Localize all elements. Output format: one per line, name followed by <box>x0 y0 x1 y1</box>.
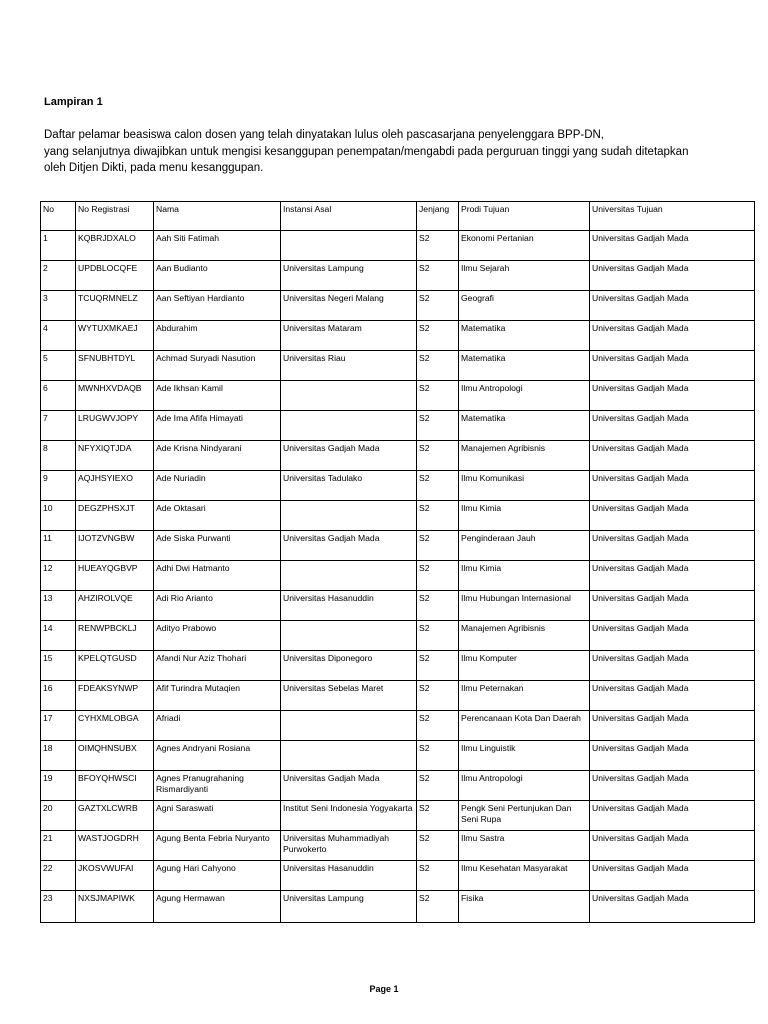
column-header-no: No <box>41 202 76 231</box>
table-row <box>41 621 755 651</box>
cell-origin-institution <box>281 381 417 411</box>
scholarship-applicant-table <box>40 201 755 923</box>
column-header-registration: No Registrasi <box>76 202 154 231</box>
cell-target-program: Geografi <box>459 291 590 321</box>
cell-no: 17 <box>41 711 76 741</box>
cell-name: Agni Saraswati <box>154 801 281 831</box>
cell-name: Adityo Prabowo <box>154 621 281 651</box>
cell-target-program: Ilmu Kimia <box>459 561 590 591</box>
cell-no: 3 <box>41 291 76 321</box>
cell-registration-number: AQJHSYIEXO <box>76 471 154 501</box>
cell-name: Ade Ikhsan Kamil <box>154 381 281 411</box>
cell-level: S2 <box>417 711 459 741</box>
cell-target-program: Penginderaan Jauh <box>459 531 590 561</box>
cell-target-program: Perencanaan Kota Dan Daerah <box>459 711 590 741</box>
cell-name: Aan Budianto <box>154 261 281 291</box>
cell-target-university: Universitas Gadjah Mada <box>590 591 755 621</box>
intro-line: yang selanjutnya diwajibkan untuk mengisi kesanggupan penempatan/mengabdi pada perguruan tinggi yang sudah ditetapkan <box>44 145 689 158</box>
cell-target-program: Ilmu Sejarah <box>459 261 590 291</box>
cell-target-program: Matematika <box>459 321 590 351</box>
cell-no: 8 <box>41 441 76 471</box>
cell-registration-number: CYHXMLOBGA <box>76 711 154 741</box>
cell-no: 11 <box>41 531 76 561</box>
cell-target-university: Universitas Gadjah Mada <box>590 561 755 591</box>
cell-name: Adhi Dwi Hatmanto <box>154 561 281 591</box>
cell-level: S2 <box>417 561 459 591</box>
cell-origin-institution: Universitas Gadjah Mada <box>281 441 417 471</box>
cell-registration-number: GAZTXLCWRB <box>76 801 154 831</box>
cell-target-university: Universitas Gadjah Mada <box>590 711 755 741</box>
table-row <box>41 351 755 381</box>
cell-name: Afif Turindra Mutaqien <box>154 681 281 711</box>
cell-name: Abdurahim <box>154 321 281 351</box>
cell-origin-institution: Universitas Diponegoro <box>281 651 417 681</box>
cell-registration-number: MWNHXVDAQB <box>76 381 154 411</box>
cell-registration-number: KQBRJDXALO <box>76 231 154 261</box>
cell-registration-number: AHZIROLVQE <box>76 591 154 621</box>
cell-target-university: Universitas Gadjah Mada <box>590 741 755 771</box>
cell-registration-number: SFNUBHTDYL <box>76 351 154 381</box>
cell-registration-number: NFYXIQTJDA <box>76 441 154 471</box>
cell-target-university: Universitas Gadjah Mada <box>590 291 755 321</box>
column-header-target-program: Prodi Tujuan <box>459 202 590 231</box>
cell-target-program: Ilmu Komunikasi <box>459 471 590 501</box>
cell-name: Ade Oktasari <box>154 501 281 531</box>
cell-level: S2 <box>417 441 459 471</box>
cell-registration-number: FDEAKSYNWP <box>76 681 154 711</box>
cell-origin-institution: Institut Seni Indonesia Yogyakarta <box>281 801 417 831</box>
cell-target-program: Ilmu Komputer <box>459 651 590 681</box>
cell-level: S2 <box>417 801 459 831</box>
cell-target-program: Manajemen Agribisnis <box>459 441 590 471</box>
cell-origin-institution: Universitas Gadjah Mada <box>281 771 417 801</box>
cell-level: S2 <box>417 531 459 561</box>
cell-level: S2 <box>417 621 459 651</box>
cell-no: 23 <box>41 891 76 923</box>
cell-target-university: Universitas Gadjah Mada <box>590 471 755 501</box>
cell-target-program: Ilmu Kimia <box>459 501 590 531</box>
cell-target-university: Universitas Gadjah Mada <box>590 261 755 291</box>
cell-level: S2 <box>417 861 459 891</box>
cell-target-university: Universitas Gadjah Mada <box>590 231 755 261</box>
cell-name: Ade Nuriadin <box>154 471 281 501</box>
intro-paragraph <box>44 127 744 177</box>
column-header-name: Nama <box>154 202 281 231</box>
cell-target-program: Matematika <box>459 411 590 441</box>
cell-no: 15 <box>41 651 76 681</box>
cell-origin-institution: Universitas Mataram <box>281 321 417 351</box>
cell-no: 20 <box>41 801 76 831</box>
table-row <box>41 261 755 291</box>
cell-target-program: Ilmu Hubungan Internasional <box>459 591 590 621</box>
cell-no: 19 <box>41 771 76 801</box>
cell-registration-number: NXSJMAPIWK <box>76 891 154 923</box>
cell-level: S2 <box>417 231 459 261</box>
cell-target-university: Universitas Gadjah Mada <box>590 381 755 411</box>
table-row <box>41 291 755 321</box>
cell-target-program: Ilmu Sastra <box>459 831 590 861</box>
cell-name: Agung Hermawan <box>154 891 281 923</box>
cell-target-program: Pengk Seni Pertunjukan Dan Seni Rupa <box>459 801 590 831</box>
cell-origin-institution: Universitas Lampung <box>281 891 417 923</box>
cell-target-university: Universitas Gadjah Mada <box>590 831 755 861</box>
cell-name: Agung Hari Cahyono <box>154 861 281 891</box>
cell-level: S2 <box>417 771 459 801</box>
column-header-origin-institution: Instansi Asal <box>281 202 417 231</box>
cell-origin-institution: Universitas Negeri Malang <box>281 291 417 321</box>
cell-level: S2 <box>417 651 459 681</box>
cell-no: 9 <box>41 471 76 501</box>
cell-level: S2 <box>417 741 459 771</box>
cell-origin-institution: Universitas Lampung <box>281 261 417 291</box>
cell-level: S2 <box>417 411 459 441</box>
cell-level: S2 <box>417 891 459 923</box>
table-row <box>41 771 755 801</box>
cell-no: 12 <box>41 561 76 591</box>
cell-no: 1 <box>41 231 76 261</box>
table-row <box>41 501 755 531</box>
table-row <box>41 531 755 561</box>
cell-registration-number: KPELQTGUSD <box>76 651 154 681</box>
cell-target-university: Universitas Gadjah Mada <box>590 891 755 923</box>
table-row <box>41 411 755 441</box>
cell-origin-institution: Universitas Gadjah Mada <box>281 531 417 561</box>
cell-origin-institution: Universitas Sebelas Maret <box>281 681 417 711</box>
table-row <box>41 861 755 891</box>
cell-target-university: Universitas Gadjah Mada <box>590 771 755 801</box>
table-row <box>41 711 755 741</box>
table-row <box>41 231 755 261</box>
page-number: Page 1 <box>369 984 399 994</box>
cell-level: S2 <box>417 291 459 321</box>
cell-target-university: Universitas Gadjah Mada <box>590 411 755 441</box>
intro-line: oleh Ditjen Dikti, pada menu kesanggupan. <box>44 162 264 174</box>
cell-origin-institution: Universitas Hasanuddin <box>281 591 417 621</box>
cell-name: Aah Siti Fatimah <box>154 231 281 261</box>
cell-name: Afriadi <box>154 711 281 741</box>
cell-name: Ade Ima Afifa Himayati <box>154 411 281 441</box>
cell-level: S2 <box>417 261 459 291</box>
cell-target-university: Universitas Gadjah Mada <box>590 801 755 831</box>
table-row <box>41 441 755 471</box>
cell-level: S2 <box>417 591 459 621</box>
cell-target-university: Universitas Gadjah Mada <box>590 861 755 891</box>
cell-target-program: Ilmu Kesehatan Masyarakat <box>459 861 590 891</box>
table-row <box>41 381 755 411</box>
table-row <box>41 801 755 831</box>
cell-no: 5 <box>41 351 76 381</box>
cell-no: 7 <box>41 411 76 441</box>
cell-no: 18 <box>41 741 76 771</box>
cell-name: Agnes Pranugrahaning Rismardiyanti <box>154 771 281 801</box>
cell-origin-institution: Universitas Hasanuddin <box>281 861 417 891</box>
cell-no: 6 <box>41 381 76 411</box>
cell-origin-institution <box>281 501 417 531</box>
column-header-level: Jenjang <box>417 202 459 231</box>
cell-target-university: Universitas Gadjah Mada <box>590 531 755 561</box>
cell-registration-number: OIMQHNSUBX <box>76 741 154 771</box>
cell-registration-number: IJOTZVNGBW <box>76 531 154 561</box>
cell-registration-number: TCUQRMNELZ <box>76 291 154 321</box>
document-heading: Lampiran 1 <box>44 96 103 108</box>
cell-origin-institution <box>281 411 417 441</box>
cell-target-university: Universitas Gadjah Mada <box>590 651 755 681</box>
cell-no: 2 <box>41 261 76 291</box>
cell-no: 10 <box>41 501 76 531</box>
cell-target-program: Ilmu Antropologi <box>459 771 590 801</box>
cell-registration-number: WYTUXMKAEJ <box>76 321 154 351</box>
cell-level: S2 <box>417 681 459 711</box>
cell-target-program: Fisika <box>459 891 590 923</box>
table-body <box>41 231 755 923</box>
cell-origin-institution: Universitas Riau <box>281 351 417 381</box>
cell-origin-institution: Universitas Tadulako <box>281 471 417 501</box>
cell-level: S2 <box>417 471 459 501</box>
table-row <box>41 561 755 591</box>
cell-registration-number: RENWPBCKLJ <box>76 621 154 651</box>
cell-registration-number: UPDBLOCQFE <box>76 261 154 291</box>
cell-name: Agung Benta Febria Nuryanto <box>154 831 281 861</box>
cell-name: Aan Seftiyan Hardianto <box>154 291 281 321</box>
cell-registration-number: JKOSVWUFAI <box>76 861 154 891</box>
cell-origin-institution <box>281 231 417 261</box>
cell-target-program: Ilmu Antropologi <box>459 381 590 411</box>
intro-line: Daftar pelamar beasiswa calon dosen yang telah dinyatakan lulus oleh pascasarjana penyelenggara BPP-DN, <box>44 129 605 141</box>
cell-no: 22 <box>41 861 76 891</box>
cell-origin-institution <box>281 741 417 771</box>
cell-name: Agnes Andryani Rosiana <box>154 741 281 771</box>
cell-level: S2 <box>417 501 459 531</box>
cell-origin-institution <box>281 711 417 741</box>
table-header-row <box>41 202 755 231</box>
cell-name: Ade Siska Purwanti <box>154 531 281 561</box>
cell-origin-institution <box>281 621 417 651</box>
table-row <box>41 651 755 681</box>
table-row <box>41 321 755 351</box>
cell-registration-number: WASTJOGDRH <box>76 831 154 861</box>
cell-level: S2 <box>417 321 459 351</box>
cell-target-university: Universitas Gadjah Mada <box>590 501 755 531</box>
cell-no: 16 <box>41 681 76 711</box>
cell-target-university: Universitas Gadjah Mada <box>590 351 755 381</box>
column-header-target-university: Universitas Tujuan <box>590 202 755 231</box>
cell-level: S2 <box>417 351 459 381</box>
cell-origin-institution <box>281 561 417 591</box>
cell-target-program: Ilmu Peternakan <box>459 681 590 711</box>
cell-level: S2 <box>417 381 459 411</box>
table-row <box>41 681 755 711</box>
table-row <box>41 891 755 923</box>
table-row <box>41 591 755 621</box>
cell-origin-institution: Universitas Muhammadiyah Purwokerto <box>281 831 417 861</box>
cell-name: Afandi Nur Aziz Thohari <box>154 651 281 681</box>
cell-no: 4 <box>41 321 76 351</box>
cell-no: 13 <box>41 591 76 621</box>
cell-target-university: Universitas Gadjah Mada <box>590 621 755 651</box>
cell-registration-number: LRUGWVJOPY <box>76 411 154 441</box>
table-row <box>41 741 755 771</box>
cell-name: Adi Rio Arianto <box>154 591 281 621</box>
cell-no: 21 <box>41 831 76 861</box>
cell-target-program: Ekonomi Pertanian <box>459 231 590 261</box>
cell-no: 14 <box>41 621 76 651</box>
cell-level: S2 <box>417 831 459 861</box>
cell-registration-number: HUEAYQGBVP <box>76 561 154 591</box>
cell-registration-number: BFOYQHWSCI <box>76 771 154 801</box>
cell-name: Achmad Suryadi Nasution <box>154 351 281 381</box>
cell-target-program: Manajemen Agribisnis <box>459 621 590 651</box>
cell-target-university: Universitas Gadjah Mada <box>590 321 755 351</box>
cell-target-program: Matematika <box>459 351 590 381</box>
cell-registration-number: DEGZPHSXJT <box>76 501 154 531</box>
table-row <box>41 471 755 501</box>
cell-name: Ade Krisna Nindyarani <box>154 441 281 471</box>
cell-target-program: Ilmu Linguistik <box>459 741 590 771</box>
cell-target-university: Universitas Gadjah Mada <box>590 681 755 711</box>
table-row <box>41 831 755 861</box>
cell-target-university: Universitas Gadjah Mada <box>590 441 755 471</box>
